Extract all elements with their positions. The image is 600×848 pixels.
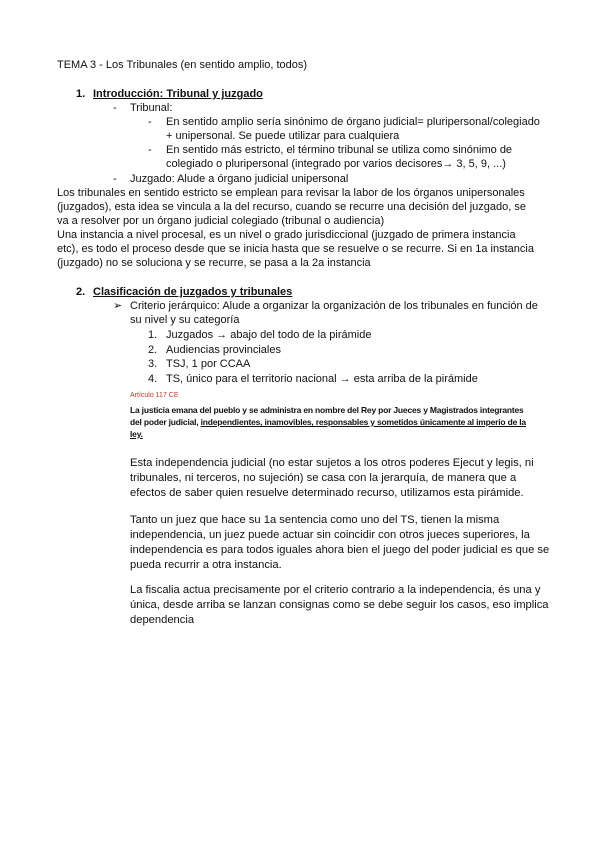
article-quote-line3: [130, 428, 143, 440]
dash-bullet: -: [148, 116, 152, 128]
list-item: Juzgados → abajo del todo de la pirámide: [166, 329, 372, 341]
arrow-bullet-icon: ➢: [113, 300, 123, 312]
criterio-line1: Criterio jerárquico: Alude a organizar la organización de los tribunales en función de: [130, 300, 538, 312]
list-item: TS, único para el territorio nacional → esta arriba de la pirámide: [166, 373, 478, 385]
paragraph2-line1: Una instancia a nivel procesal, es un nivel o grado jurisdiccional (juzgado de primera instancia: [57, 229, 516, 241]
article-quote-underlined: ley.: [130, 429, 143, 439]
tribunal-item-1-line1: En sentido amplio sería sinónimo de órgano judicial= pluripersonal/colegiado: [166, 116, 540, 128]
paragraph-fiscalia: La fiscalia actua precisamente por el criterio contrario a la independencia, és una y única, desde arriba se lanzan consignas como se debe seguir los casos, eso implica dependencia: [130, 584, 549, 626]
paragraph-juez: Tanto un juez que hace su 1a sentencia como uno del TS, tienen la misma independencia, un juez puede actuar sin coincidir con otros jueces superiores, la independencia es para todos iguales ahora bien el juego del poder judicial es que se pueda recurrir a otra instancia.: [130, 514, 550, 571]
article-quote-underlined: independientes, inamovibles, responsables y sometidos únicamente al imperio de la: [200, 417, 526, 427]
section1-heading: Introducción: Tribunal y juzgado: [93, 88, 263, 100]
paragraph-independencia: Esta independencia judicial (no estar sujetos a los otros poderes Ejecut y legis, ni tribunales, ni terceros, no sujeción) se casa con la jerarquía, de manera que a efectos de saber quien resuelve determinado recurso, utilizamos esta pirámide.: [130, 457, 534, 499]
paragraph1-line2: (juzgados), esta idea se vincula a la del recurso, cuando se recurre una decisión del juzgado, se: [57, 201, 526, 213]
list-number: 3.: [148, 358, 158, 370]
tribunal-item-1-line2: + unipersonal. Se puede utilizar para cualquiera: [166, 130, 400, 142]
dash-bullet: -: [113, 102, 117, 114]
article-quote-plain: del poder judicial,: [130, 417, 201, 427]
juzgado-label: Juzgado: Alude a órgano judicial unipersonal: [130, 173, 349, 185]
paragraph1-line3: va a resolver por un órgano judicial colegiado (tribunal o audiencia): [57, 215, 385, 227]
list-number: 4.: [148, 373, 158, 385]
list-number: 2.: [148, 344, 158, 356]
paragraph2-line2: etc), es todo el proceso desde que se inicia hasta que se resuelve o se recurre. Si en 1a instancia: [57, 243, 534, 255]
tribunal-label: Tribunal:: [130, 102, 173, 114]
list-item: TSJ, 1 por CCAA: [166, 358, 251, 370]
tribunal-item-2-line1: En sentido más estricto, el término tribunal se utiliza como sinónimo de: [166, 144, 513, 156]
article-quote-line2: [130, 416, 526, 428]
section2-number: 2.: [76, 286, 86, 298]
tribunal-item-2-line2: colegiado o pluripersonal (integrado por varios decisores→ 3, 5, 9, ...): [166, 158, 506, 170]
section1-number: 1.: [76, 88, 86, 100]
section2-heading: Clasificación de juzgados y tribunales: [93, 286, 293, 298]
paragraph1-line1: Los tribunales en sentido estricto se emplean para revisar la labor de los órganos unipersonales: [57, 187, 525, 199]
paragraph2-line3: (juzgado) no se soluciona y se recurre, se pasa a la 2a instancia: [57, 257, 371, 269]
article-quote-line1: La justicia emana del pueblo y se administra en nombre del Rey por Jueces y Magistrados integrantes: [130, 405, 524, 415]
article-label: Artículo 117 CE: [130, 392, 179, 399]
dash-bullet: -: [113, 173, 117, 185]
dash-bullet: -: [148, 144, 152, 156]
list-item: Audiencias provinciales: [166, 344, 281, 356]
document-title: TEMA 3 - Los Tribunales (en sentido amplio, todos): [57, 59, 308, 71]
criterio-line2: su nivel y su categoría: [130, 314, 240, 326]
list-number: 1.: [148, 329, 158, 341]
